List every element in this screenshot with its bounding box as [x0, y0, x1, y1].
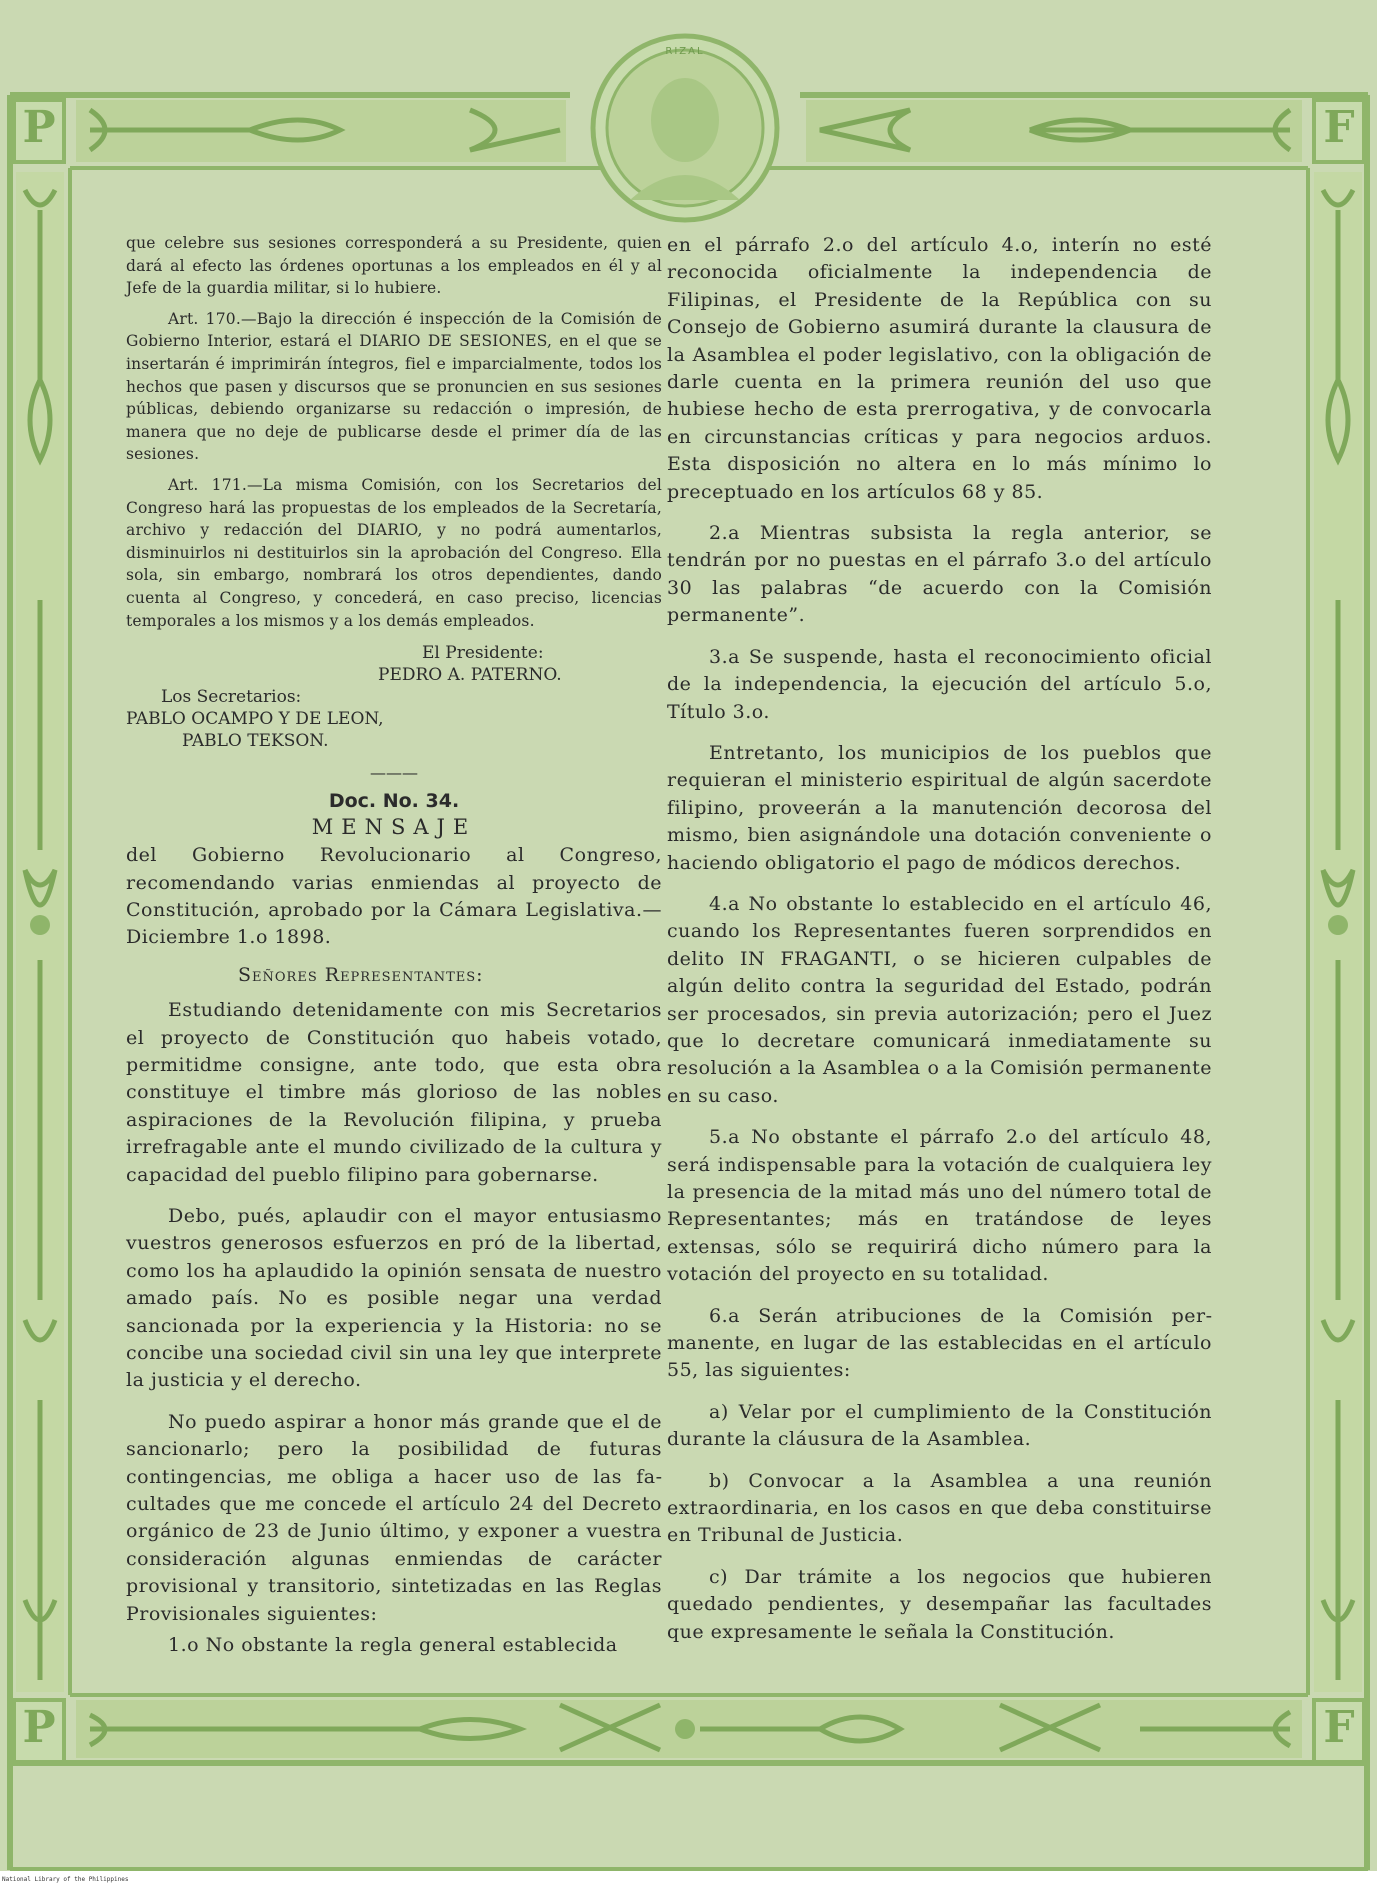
corner-letter-bottom-left: P: [22, 1702, 56, 1753]
president-name: PEDRO A. PATERNO.: [378, 665, 562, 686]
signature-block: [126, 642, 662, 752]
rule-6-item-b: b) Convocar a la Asamblea a una reunión extraordinaria, en los casos en que deba constituirse en Tribunal de Justicia.: [667, 1469, 1212, 1547]
right-column: [667, 232, 1212, 1646]
rule-6-item-a: a) Velar por el cumplimiento de la Constitución durante la cláusura de la Asamblea.: [667, 1400, 1212, 1451]
rule-3-note: Entretanto, los municipios de los pueblos que requieran el ministerio espiritual de algún sacerdote filipino, proveerán a la manutención decorosa del mismo, bien asignándole una dotación conveniente o haciendo obligatorio el pago de módicos derechos.: [667, 741, 1212, 874]
secretary-1: PABLO OCAMPO Y DE LEON,: [126, 709, 384, 730]
salutation: Señores Representantes:: [238, 963, 484, 986]
message-paragraph-1: Estudiando detenidamente con mis Secretarios el proyecto de Constitución quo habeis votado, permitidme consigne, ante todo, que esta obra constituye el timbre más glorioso de las nobles aspiraciones de la Revolución filipina, y prueba irrefragable ante el mundo civilizado de la cultura y capacidad del pueblo filipino para gobernarse.: [126, 999, 662, 1186]
article-170: Art. 170.—Bajo la dirección é inspección de la Comisión de Gobierno Interior, estará el DIARIO DE SESIONES, en el que se insertarán é imprimirán íntegros, fiel e imparcialmente, todos los hechos que pasen y discursos que se pronuncien en sus sesiones públicas, debiendo organizarse su redacción o impresión, de manera que no deje de publicarse desde el primer día de las sesiones.: [126, 309, 662, 464]
message-paragraph-2: Debo, pués, aplaudir con el mayor entusiasmo vuestros generosos esfuerzos en pró de la libertad, como los ha aplaudido la opinión sensata de nuestro amado país. No es posible negar una verdad sancionada por la experiencia y la Historia: no se concibe una sociedad civil sin una ley que interprete la justicia y el derecho.: [126, 1204, 662, 1392]
rule-1-continuation: en el párrafo 2.o del artículo 4.o, interín no esté reconocida oficialmente la independencia de Filipinas, el Presidente de la República con su Consejo de Gobierno asumirá durante la clausura de la Asamblea el poder legislativo, con la obligación de darle cuenta en la primera reunión del uso que hubiese hecho de esta prerrogativa, y de convocarla en circunstancias críticas y para negocios arduos. Esta disposición no altera en lo más mínimo lo preceptuado en los artículos 68 y 85.: [667, 234, 1212, 503]
message-paragraph-3: No puedo aspirar a honor más grande que el de sancionarlo; pero la posibilidad de futuras contingencias, me obliga a hacer uso de las facultades que me concede el artículo 24 del Decreto orgánico de 23 de Junio último, y exponer a vuestra consideración algunas enmiendas de carácter provisional y transitorio, sintetizadas en las Reglas Provisionales siguientes:: [126, 1410, 662, 1625]
doc-number: Doc. No. 34.: [328, 790, 460, 813]
rule-5: 5.a No obstante el párrafo 2.o del artículo 48, será indispensable para la votación de cualquiera ley la presencia de la mitad más uno del número total de Representantes; más en tratándose de leyes extensas, sólo se requirirá dicho número para la votación del proyecto en su totalidad.: [667, 1126, 1212, 1286]
corner-letter-bottom-right: F: [1323, 1702, 1355, 1753]
corner-letter-top-right: F: [1323, 102, 1355, 153]
doc-type-heading: MENSAJE: [311, 815, 477, 840]
rule-6-item-c: c) Dar trámite a los negocios que hubieren quedado pendientes, y desempañar las facultades que expresamente le señala la Constitución.: [667, 1565, 1212, 1643]
rule-4: 4.a No obstante lo establecido en el artículo 46, cuando los Representantes fueren sorprendidos en delito IN FRAGANTI, o se hicieren culpables de algún delito contra la seguridad del Estado, podrán ser procesados, sin previa autorización; pero el Juez que lo decretare comunicará inmediatamente su resolución a la Asamblea o a la Comisión permanente en su caso.: [667, 892, 1212, 1107]
paragraph-continuation: que celebre sus sesiones corresponderá a su Presidente, quien dará al efecto las órdenes oportunas a los empleados en él y al Jefe de la guardia militar, si lo hubiere.: [126, 234, 662, 298]
rule-3: 3.a Se suspende, hasta el reconocimiento oficial de la independencia, la ejecución del artículo 5.o, Título 3.o.: [667, 645, 1212, 723]
rule-1-start: 1.o No obstante la regla general establecida: [168, 1634, 618, 1657]
left-column: [126, 232, 662, 1659]
medallion-label: RIZAL: [665, 46, 705, 57]
article-171: Art. 171.—La misma Comisión, con los Secretarios del Congreso hará las propuestas de los empleados de la Secretaría, archivo y redacción del DIARIO, y no podrá aumentarlos, disminuirlos ni destituirlos sin la aprobación del Congreso. Ella sola, sin embargo, nombrará los otros dependientes, dando cuenta al Congreso, y concederá, en caso preciso, licencias temporales a los mismos y a los demás empleados.: [126, 475, 662, 630]
secretaries-label: Los Secretarios:: [161, 687, 302, 708]
footer-credit: National Library of the Philippines: [2, 1876, 129, 1883]
doc-subtitle: del Gobierno Revolucionario al Congreso, recomendando varias enmiendas al proyecto de Constitución, aprobado por la Cámara Legislativa.—Diciembre 1.o 1898.: [126, 844, 662, 949]
divider: ———: [370, 763, 418, 783]
rule-2: 2.a Mientras subsista la regla anterior, se tendrán por no puestas en el párrafo 3.o del artículo 30 las palabras “de acuerdo con la Comisión permanente”.: [667, 522, 1212, 627]
secretary-2: PABLO TEKSON.: [182, 731, 329, 752]
footer-band: [0, 1871, 1377, 1883]
rule-6: 6.a Serán atribuciones de la Comisión permanente, en lugar de las establecidas en el artículo 55, las siguientes:: [667, 1304, 1212, 1382]
president-label: El Presidente:: [422, 643, 544, 664]
corner-letter-top-left: P: [22, 102, 56, 153]
